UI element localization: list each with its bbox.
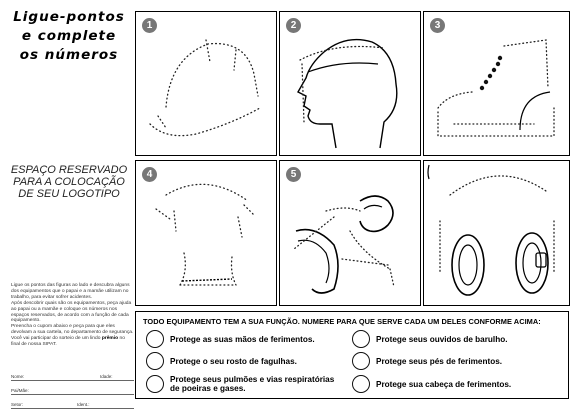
answer-option-text-line-2: de poeiras e gases. [170,384,246,394]
instructions-p4 [11,336,135,348]
answer-number-slot[interactable] [146,352,164,370]
answer-option-text: Protege seus pés de ferimentos. [376,357,503,366]
ident-label: Ident.: [77,402,90,407]
answer-number-slot[interactable] [146,375,164,393]
title-line-2: e complete [21,28,117,44]
name-field[interactable] [11,367,134,381]
puzzle-panel-5 [279,160,421,306]
dot-puzzle-boot [424,12,570,156]
dot-puzzle-helmet [136,12,277,156]
panel-number-badge: 4 [142,167,157,182]
answer-option-text-line-1: Protege seus pulmões e vias respiratórias [170,375,335,384]
age-label: Idade: [100,374,113,379]
title-line-1: Ligue-pontos [13,9,125,25]
answer-option-text: Protege sua cabeça de ferimentos. [376,380,512,389]
instructions-p3: Preencha o cupom abaixo e peça para que eles devolvam a sua cartela, no departamento de segurança. [11,324,134,336]
parent-field[interactable] [11,381,134,395]
instructions-p4-a: Você vai participar do sorteio de um lindo [11,336,101,342]
answer-option-lungs [146,374,350,396]
panel-number-badge: 3 [430,18,445,33]
answer-option-head [352,375,564,395]
answer-number-slot[interactable] [352,352,370,370]
answer-number-slot[interactable] [352,375,370,393]
dot-puzzle-face-shield [280,12,421,156]
instructions-prize: prêmio [101,336,119,342]
sector-field[interactable] [11,395,134,409]
panel-number-badge: 1 [142,18,157,33]
answer-box-title: TODO EQUIPAMENTO TEM A SUA FUNÇÃO. NUMERE PARA QUE SERVE CADA UM DELES CONFORME ACIMA: [143,317,541,326]
answer-option-text [170,375,334,394]
logo-line-1: ESPAÇO RESERVADO [10,164,128,176]
puzzle-panel-3 [423,11,570,156]
answer-option-face [146,352,346,372]
answer-option-text: Protege as suas mãos de ferimentos. [170,335,315,344]
instructions-p1: Ligue os pontos das figuras ao lado e descubra alguns dos equipamentos que o papai e a mamãe utilizam no trabalho, para evitar sofrer acidentes. [11,283,130,300]
answer-box [135,311,569,399]
sector-label: Setor: [11,402,24,407]
puzzle-panel-1 [135,11,277,156]
answer-option-text: Protege seus ouvidos de barulho. [376,335,508,344]
answer-number-slot[interactable] [146,330,164,348]
panel-number-badge: 2 [286,18,301,33]
puzzle-panel-4 [135,160,277,306]
answer-option-ears [352,330,564,350]
logo-line-2: PARA A COLOCAÇÃO [13,176,125,188]
logo-line-3: DE SEU LOGOTIPO [18,188,120,200]
instructions [11,283,135,348]
puzzle-panel-6 [423,160,570,306]
instructions-p2: Após descobrir quais são os equipamentos, peça ajuda ao papai ou a mamãe e coloque os números nos espaços reservados, de acordo com a função de cada equipamento. [11,300,132,324]
answer-option-text: Protege o seu rosto de fagulhas. [170,357,297,366]
dot-puzzle-respirator [280,161,421,306]
dot-puzzle-glove [136,161,277,306]
dot-puzzle-ear-muffs [424,161,570,306]
answer-option-feet [352,352,564,372]
puzzle-panel-2 [279,11,421,156]
coupon-form [11,367,134,409]
instructions-p4-b: no final de nossa SIPAT. [11,336,125,348]
panel-number-badge: 5 [286,167,301,182]
title-line-3: os números [19,47,119,63]
answer-number-slot[interactable] [352,330,370,348]
worksheet-title [6,8,132,65]
logo-placeholder [6,164,132,200]
name-label: Nome: [11,374,25,379]
parent-label: Pai/Mãe: [11,388,29,393]
answer-option-hands [146,330,346,350]
